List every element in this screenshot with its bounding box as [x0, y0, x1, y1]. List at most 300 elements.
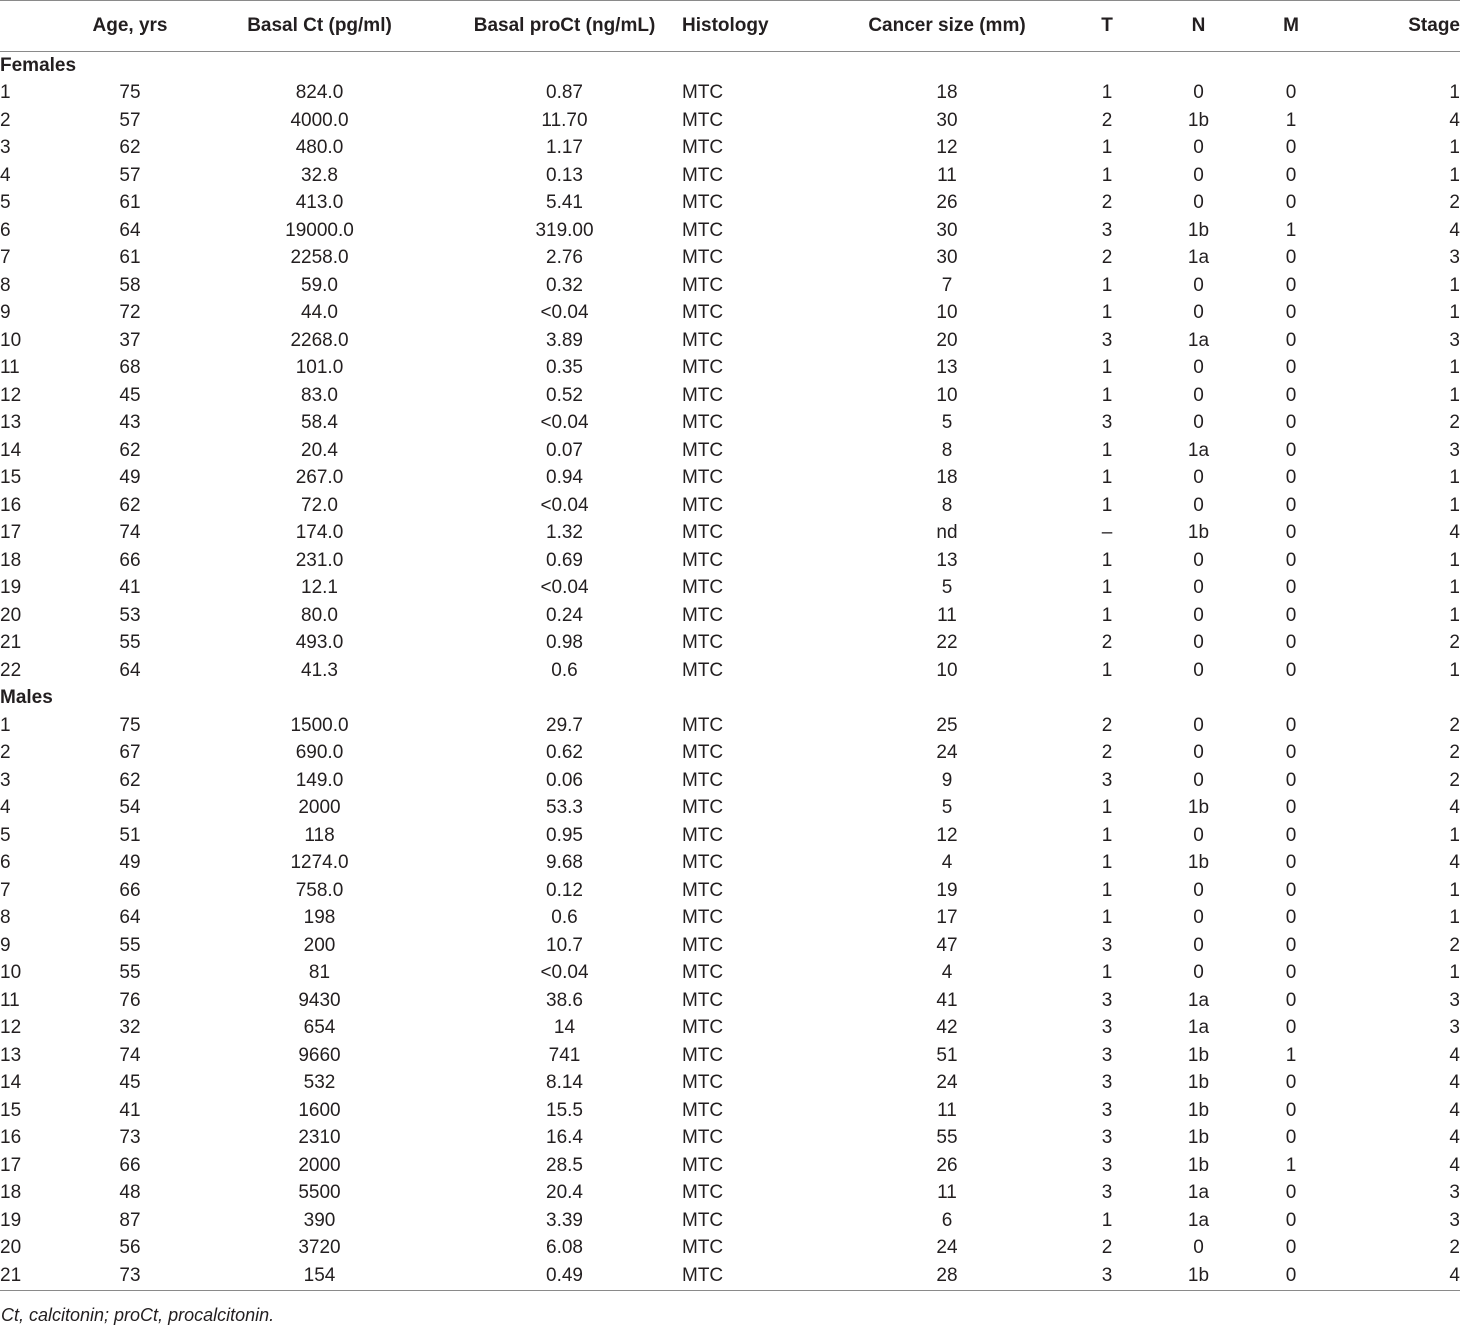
cell-basal-proct: 0.35	[546, 357, 583, 379]
cell-n: 1b	[1187, 219, 1210, 241]
cell-basal-proct: 16.4	[546, 1127, 583, 1149]
cell-basal-proct: <0.04	[540, 962, 589, 984]
cell-basal-proct: 0.6	[551, 907, 578, 929]
table-row	[0, 822, 1460, 850]
cell-cancer-size: 9	[941, 769, 953, 791]
cell-basal-proct: 0.62	[546, 742, 583, 764]
cell-t: 2	[1101, 742, 1113, 764]
cell-age: 61	[119, 247, 141, 269]
cell-basal-proct: <0.04	[540, 577, 589, 599]
cell-patient-id: 17	[0, 522, 22, 544]
cell-cancer-size: 12	[936, 824, 958, 846]
cell-histology: MTC	[682, 247, 724, 269]
table-row	[0, 162, 1460, 190]
cell-stage: 1	[1449, 384, 1460, 406]
cell-basal-proct: 741	[548, 1044, 581, 1066]
cell-histology: MTC	[682, 659, 724, 681]
cell-histology: MTC	[682, 852, 724, 874]
cell-t: 3	[1101, 329, 1113, 351]
cell-cancer-size: 24	[936, 1237, 958, 1259]
cell-age: 66	[119, 879, 141, 901]
cell-n: 1b	[1187, 1099, 1210, 1121]
cell-stage: 1	[1449, 549, 1460, 571]
cell-cancer-size: 5	[941, 412, 953, 434]
cell-cancer-size: 7	[941, 274, 953, 296]
cell-basal-ct: 101.0	[295, 357, 344, 379]
cell-histology: MTC	[682, 1127, 724, 1149]
cell-stage: 2	[1449, 412, 1460, 434]
cell-basal-proct: 0.07	[546, 439, 583, 461]
cell-cancer-size: 5	[941, 797, 953, 819]
cell-t: 3	[1101, 1154, 1113, 1176]
cell-patient-id: 2	[0, 742, 11, 764]
cell-stage: 2	[1449, 934, 1460, 956]
table-row	[0, 492, 1460, 520]
cell-stage: 2	[1449, 742, 1460, 764]
cell-age: 62	[119, 137, 141, 159]
cell-histology: MTC	[682, 1182, 724, 1204]
cell-basal-ct: 59.0	[301, 274, 338, 296]
cell-basal-proct: 0.24	[546, 604, 583, 626]
cell-basal-proct: 29.7	[546, 714, 583, 736]
cell-basal-proct: 14	[553, 1017, 576, 1039]
cell-t: 3	[1101, 1044, 1113, 1066]
cell-histology: MTC	[682, 934, 724, 956]
table-row	[0, 877, 1460, 905]
cell-m: 0	[1285, 164, 1297, 186]
cell-cancer-size: 4	[941, 962, 953, 984]
cell-age: 62	[119, 494, 141, 516]
cell-basal-proct: 0.12	[546, 879, 583, 901]
cell-histology: MTC	[682, 1264, 724, 1286]
cell-cancer-size: 30	[936, 219, 958, 241]
cell-cancer-size: 13	[936, 549, 958, 571]
table-row	[0, 630, 1460, 658]
cell-m: 0	[1285, 1017, 1297, 1039]
cell-basal-ct: 2310	[298, 1127, 341, 1149]
cell-m: 0	[1285, 632, 1297, 654]
cell-t: 3	[1101, 1264, 1113, 1286]
cell-histology: MTC	[682, 467, 724, 489]
cell-t: 1	[1101, 384, 1113, 406]
cell-histology: MTC	[682, 1017, 724, 1039]
cell-histology: MTC	[682, 82, 724, 104]
table-row	[0, 80, 1460, 108]
cell-basal-proct: 53.3	[546, 797, 583, 819]
cell-t: 2	[1101, 1237, 1113, 1259]
cell-age: 62	[119, 439, 141, 461]
cell-patient-id: 12	[0, 384, 22, 406]
table-row	[0, 960, 1460, 988]
cell-n: 0	[1193, 82, 1204, 104]
cell-t: 1	[1101, 439, 1113, 461]
cell-t: 1	[1101, 1209, 1113, 1231]
cell-basal-ct: 2000	[298, 1154, 341, 1176]
table-row	[0, 1262, 1460, 1290]
cell-cancer-size: 20	[936, 329, 958, 351]
cell-n: 0	[1193, 357, 1204, 379]
cell-basal-ct: 9430	[298, 989, 341, 1011]
cell-m: 0	[1285, 989, 1297, 1011]
cell-n: 0	[1193, 962, 1204, 984]
cell-cancer-size: 11	[937, 604, 957, 626]
table-row	[0, 575, 1460, 603]
cell-m: 0	[1285, 1264, 1297, 1286]
cell-m: 0	[1285, 879, 1297, 901]
cell-t: 2	[1101, 247, 1113, 269]
cell-n: 1b	[1187, 797, 1210, 819]
cell-m: 0	[1285, 549, 1297, 571]
cell-n: 1a	[1187, 1209, 1210, 1231]
cell-cancer-size: 18	[936, 467, 958, 489]
cell-histology: MTC	[682, 769, 724, 791]
cell-cancer-size: 8	[941, 439, 953, 461]
cell-t: 3	[1101, 1017, 1113, 1039]
table-row	[0, 1235, 1460, 1263]
cell-m: 0	[1285, 824, 1297, 846]
table-row	[0, 272, 1460, 300]
cell-age: 75	[119, 82, 141, 104]
cell-stage: 1	[1449, 907, 1460, 929]
cell-n: 1b	[1187, 852, 1210, 874]
cell-basal-ct: 1600	[298, 1099, 341, 1121]
cell-histology: MTC	[682, 357, 724, 379]
cell-n: 0	[1193, 907, 1204, 929]
cell-n: 1b	[1187, 1154, 1210, 1176]
cell-m: 0	[1285, 357, 1297, 379]
cell-n: 0	[1193, 714, 1204, 736]
cell-basal-proct: <0.04	[540, 302, 589, 324]
cell-cancer-size: 6	[941, 1209, 953, 1231]
cell-basal-proct: 0.49	[546, 1264, 583, 1286]
table-row	[0, 217, 1460, 245]
cell-basal-proct: 0.95	[546, 824, 583, 846]
cell-stage: 1	[1449, 137, 1460, 159]
table-row	[0, 135, 1460, 163]
cell-age: 64	[119, 219, 141, 241]
cell-cancer-size: 11	[937, 1182, 957, 1204]
table-row	[0, 107, 1460, 135]
cell-basal-proct: 6.08	[546, 1237, 583, 1259]
cell-age: 61	[119, 192, 141, 214]
cell-basal-proct: 0.87	[546, 82, 583, 104]
cell-t: 1	[1101, 164, 1113, 186]
cell-patient-id: 6	[0, 852, 11, 874]
cell-m: 0	[1285, 439, 1297, 461]
cell-patient-id: 8	[0, 274, 11, 296]
cell-age: 41	[119, 1099, 141, 1121]
cell-patient-id: 18	[0, 1182, 22, 1204]
cell-histology: MTC	[682, 412, 724, 434]
cell-cancer-size: 22	[936, 632, 958, 654]
cell-t: 1	[1101, 879, 1113, 901]
table-row	[0, 1125, 1460, 1153]
cell-t: 1	[1101, 549, 1113, 571]
cell-t: 1	[1101, 962, 1113, 984]
cell-stage: 4	[1449, 797, 1460, 819]
cell-n: 1a	[1187, 1017, 1210, 1039]
cell-cancer-size: 24	[936, 742, 958, 764]
cell-age: 45	[119, 1072, 141, 1094]
cell-basal-ct: 19000.0	[285, 219, 354, 241]
cell-age: 57	[119, 164, 141, 186]
cell-cancer-size: 13	[936, 357, 958, 379]
cell-stage: 4	[1449, 1099, 1460, 1121]
cell-t: 3	[1101, 1127, 1113, 1149]
cell-stage: 1	[1449, 357, 1460, 379]
cell-age: 87	[119, 1209, 141, 1231]
cell-m: 0	[1285, 274, 1297, 296]
cell-stage: 3	[1449, 1209, 1460, 1231]
table-row	[0, 657, 1460, 685]
cell-stage: 1	[1449, 467, 1460, 489]
cell-patient-id: 9	[0, 302, 11, 324]
cell-age: 51	[119, 824, 141, 846]
cell-m: 0	[1285, 742, 1297, 764]
cell-stage: 4	[1449, 1127, 1460, 1149]
table-row	[0, 355, 1460, 383]
table-row	[0, 905, 1460, 933]
cell-n: 0	[1193, 412, 1204, 434]
cell-basal-ct: 12.1	[301, 577, 338, 599]
table-row	[0, 245, 1460, 273]
cell-basal-proct: 0.06	[546, 769, 583, 791]
cell-m: 0	[1285, 467, 1297, 489]
cell-age: 58	[119, 274, 141, 296]
cell-histology: MTC	[682, 1072, 724, 1094]
table-row	[0, 327, 1460, 355]
cell-stage: 2	[1449, 192, 1460, 214]
cell-cancer-size: 24	[936, 1072, 958, 1094]
group-row	[0, 52, 1460, 80]
header-cell-m: M	[1283, 15, 1299, 36]
cell-basal-ct: 2258.0	[290, 247, 349, 269]
cell-age: 62	[119, 769, 141, 791]
cell-t: 1	[1101, 852, 1113, 874]
cell-patient-id: 19	[0, 577, 22, 599]
cell-basal-ct: 32.8	[301, 164, 338, 186]
cell-histology: MTC	[682, 577, 724, 599]
cell-n: 0	[1193, 659, 1204, 681]
cell-cancer-size: 4	[941, 852, 953, 874]
cell-t: 1	[1101, 137, 1113, 159]
cell-basal-proct: 0.69	[546, 549, 583, 571]
cell-cancer-size: 41	[936, 989, 958, 1011]
cell-basal-ct: 44.0	[301, 302, 338, 324]
cell-cancer-size: 11	[937, 1099, 957, 1121]
cell-stage: 1	[1449, 659, 1460, 681]
cell-n: 0	[1193, 1237, 1204, 1259]
cell-basal-ct: 80.0	[301, 604, 338, 626]
cell-patient-id: 11	[0, 357, 20, 379]
cell-cancer-size: 18	[936, 82, 958, 104]
cell-age: 41	[119, 577, 141, 599]
cell-m: 1	[1285, 1044, 1297, 1066]
cell-patient-id: 3	[0, 137, 11, 159]
cell-t: –	[1101, 522, 1113, 544]
cell-patient-id: 20	[0, 604, 22, 626]
cell-basal-ct: 2268.0	[290, 329, 349, 351]
cell-stage: 1	[1449, 494, 1460, 516]
table-row	[0, 932, 1460, 960]
cell-m: 0	[1285, 714, 1297, 736]
cell-m: 0	[1285, 769, 1297, 791]
cell-age: 66	[119, 1154, 141, 1176]
cell-basal-ct: 200	[303, 934, 336, 956]
cell-t: 3	[1101, 1099, 1113, 1121]
cell-m: 0	[1285, 384, 1297, 406]
cell-basal-ct: 149.0	[295, 769, 344, 791]
cell-t: 1	[1101, 824, 1113, 846]
cell-t: 2	[1101, 109, 1113, 131]
table-row	[0, 190, 1460, 218]
cell-histology: MTC	[682, 219, 724, 241]
cell-m: 0	[1285, 1072, 1297, 1094]
cell-basal-ct: 493.0	[295, 632, 344, 654]
cell-t: 1	[1101, 82, 1113, 104]
cell-patient-id: 12	[0, 1017, 22, 1039]
cell-basal-proct: <0.04	[540, 494, 589, 516]
header-cell-basal-proct: Basal proCt (ng/mL)	[473, 15, 656, 36]
cell-basal-proct: 28.5	[546, 1154, 583, 1176]
cell-stage: 3	[1449, 247, 1460, 269]
cell-n: 1b	[1187, 109, 1210, 131]
cell-age: 73	[119, 1127, 141, 1149]
table-body	[0, 52, 1460, 1291]
cell-patient-id: 21	[0, 632, 22, 654]
cell-stage: 2	[1449, 714, 1460, 736]
cell-n: 0	[1193, 604, 1204, 626]
cell-basal-ct: 824.0	[295, 82, 344, 104]
cell-n: 0	[1193, 274, 1204, 296]
cell-age: 55	[119, 632, 141, 654]
cell-patient-id: 14	[0, 1072, 22, 1094]
cell-n: 0	[1193, 384, 1204, 406]
table-row	[0, 850, 1460, 878]
cell-basal-proct: 15.5	[546, 1099, 583, 1121]
cell-n: 1b	[1187, 1072, 1210, 1094]
table-row	[0, 712, 1460, 740]
cell-basal-proct: 0.52	[546, 384, 583, 406]
cell-stage: 1	[1449, 879, 1460, 901]
cell-patient-id: 10	[0, 329, 22, 351]
cell-cancer-size: 47	[936, 934, 958, 956]
cell-basal-proct: 3.89	[546, 329, 583, 351]
cell-n: 0	[1193, 164, 1204, 186]
table-row	[0, 1015, 1460, 1043]
cell-histology: MTC	[682, 302, 724, 324]
cell-age: 75	[119, 714, 141, 736]
cell-cancer-size: 10	[936, 384, 958, 406]
group-label: Males	[0, 687, 53, 709]
cell-n: 0	[1193, 934, 1204, 956]
cell-patient-id: 16	[0, 1127, 22, 1149]
cell-basal-proct: 8.14	[546, 1072, 583, 1094]
cell-stage: 4	[1449, 1044, 1460, 1066]
cell-cancer-size: 10	[936, 302, 958, 324]
cell-m: 0	[1285, 797, 1297, 819]
cell-t: 1	[1101, 604, 1113, 626]
cell-basal-ct: 390	[303, 1209, 336, 1231]
cell-patient-id: 20	[0, 1237, 22, 1259]
cell-cancer-size: 26	[936, 1154, 958, 1176]
cell-cancer-size: 55	[936, 1127, 958, 1149]
cell-age: 68	[119, 357, 141, 379]
header-cell-stage: Stage	[1408, 15, 1460, 36]
cell-m: 0	[1285, 962, 1297, 984]
cell-basal-ct: 231.0	[295, 549, 344, 571]
cell-m: 0	[1285, 82, 1297, 104]
cell-histology: MTC	[682, 439, 724, 461]
table-footnote: Ct, calcitonin; proCt, procalcitonin.	[1, 1304, 275, 1325]
cell-n: 0	[1193, 549, 1204, 571]
table-row	[0, 767, 1460, 795]
header-cell-t: T	[1101, 15, 1113, 36]
cell-m: 0	[1285, 1237, 1297, 1259]
cell-t: 2	[1101, 632, 1113, 654]
cell-basal-proct: 9.68	[546, 852, 583, 874]
cell-histology: MTC	[682, 989, 724, 1011]
cell-age: 54	[119, 797, 141, 819]
group-label: Females	[0, 54, 77, 76]
cell-m: 0	[1285, 137, 1297, 159]
cell-cancer-size: 26	[936, 192, 958, 214]
cell-n: 1a	[1187, 1182, 1210, 1204]
cell-basal-ct: 72.0	[301, 494, 338, 516]
cell-stage: 3	[1449, 329, 1460, 351]
cell-n: 1a	[1187, 989, 1210, 1011]
cell-basal-ct: 9660	[298, 1044, 341, 1066]
table-row	[0, 520, 1460, 548]
cell-basal-proct: 20.4	[546, 1182, 583, 1204]
cell-patient-id: 16	[0, 494, 22, 516]
cell-patient-id: 18	[0, 549, 22, 571]
cell-patient-id: 11	[0, 989, 20, 1011]
cell-histology: MTC	[682, 1044, 724, 1066]
cell-histology: MTC	[682, 797, 724, 819]
cell-stage: 1	[1449, 962, 1460, 984]
cell-basal-ct: 5500	[298, 1182, 341, 1204]
cell-age: 73	[119, 1264, 141, 1286]
cell-patient-id: 17	[0, 1154, 22, 1176]
cell-t: 1	[1101, 577, 1113, 599]
table-row	[0, 1070, 1460, 1098]
table-row	[0, 795, 1460, 823]
cell-stage: 4	[1449, 522, 1460, 544]
cell-age: 56	[119, 1237, 141, 1259]
cell-m: 0	[1285, 412, 1297, 434]
table-row	[0, 547, 1460, 575]
cell-basal-ct: 413.0	[295, 192, 344, 214]
cell-n: 0	[1193, 742, 1204, 764]
cell-m: 0	[1285, 494, 1297, 516]
cell-age: 76	[119, 989, 141, 1011]
cell-stage: 1	[1449, 824, 1460, 846]
cell-t: 3	[1101, 769, 1113, 791]
cell-m: 0	[1285, 604, 1297, 626]
cell-histology: MTC	[682, 494, 724, 516]
table-row	[0, 1042, 1460, 1070]
cell-t: 3	[1101, 989, 1113, 1011]
cell-basal-ct: 118	[304, 824, 335, 846]
cell-n: 1b	[1187, 1127, 1210, 1149]
cell-patient-id: 5	[0, 192, 11, 214]
cell-n: 1a	[1187, 439, 1210, 461]
cell-basal-ct: 198	[303, 907, 336, 929]
cell-patient-id: 2	[0, 109, 11, 131]
cell-basal-proct: 0.94	[546, 467, 583, 489]
cell-histology: MTC	[682, 962, 724, 984]
